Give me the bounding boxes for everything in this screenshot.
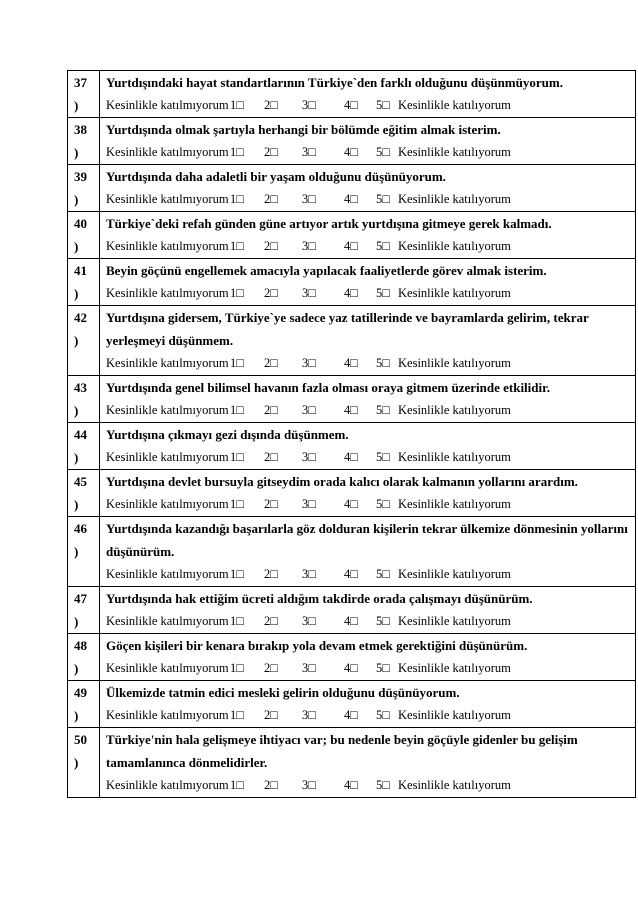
question-number-cell [68,728,100,798]
scale-right-label: Kesinlikle katılıyorum [398,450,511,464]
option-2-checkbox[interactable]: 2□ [264,567,278,581]
question-number-paren: ) [74,755,79,770]
question-number: 45 [74,474,87,489]
option-2-checkbox[interactable]: 2□ [264,286,278,300]
question-statement: yerleşmeyi düşünmem. [106,333,234,348]
scale-right-label: Kesinlikle katılıyorum [398,192,511,206]
option-2-checkbox[interactable]: 2□ [264,192,278,206]
scale-right-label: Kesinlikle katılıyorum [398,567,511,581]
option-3-checkbox[interactable]: 3□ [302,661,316,675]
scale-left-label: Kesinlikle katılmıyorum [106,145,229,159]
scale-left-label: Kesinlikle katılmıyorum [106,778,229,792]
option-3-checkbox[interactable]: 3□ [302,567,316,581]
question-number: 40 [74,216,87,231]
likert-scale [106,188,635,211]
option-3-checkbox[interactable]: 3□ [302,450,316,464]
scale-right-label: Kesinlikle katılıyorum [398,286,511,300]
option-3-checkbox[interactable]: 3□ [302,239,316,253]
question-row [68,376,636,423]
question-number-cell [68,212,100,259]
scale-right-label: Kesinlikle katılıyorum [398,356,511,370]
scale-left-label: Kesinlikle katılmıyorum [106,192,229,206]
option-1-checkbox[interactable]: 1□ [230,778,244,792]
question-body-cell [100,165,636,212]
scale-left-label: Kesinlikle katılmıyorum [106,661,229,675]
option-5-checkbox[interactable]: 5□ [376,614,390,628]
question-row [68,71,636,118]
question-row [68,306,636,376]
scale-left-label: Kesinlikle katılmıyorum [106,497,229,511]
option-1-checkbox[interactable]: 1□ [230,403,244,417]
question-body-cell [100,118,636,165]
question-row [68,470,636,517]
option-1-checkbox[interactable]: 1□ [230,98,244,112]
scale-left-label: Kesinlikle katılmıyorum [106,403,229,417]
question-number-cell [68,259,100,306]
option-2-checkbox[interactable]: 2□ [264,98,278,112]
option-5-checkbox[interactable]: 5□ [376,192,390,206]
questionnaire-body [68,71,636,798]
question-number: 42 [74,310,87,325]
scale-left-label: Kesinlikle katılmıyorum [106,239,229,253]
option-4-checkbox[interactable]: 4□ [344,778,358,792]
question-number: 48 [74,638,87,653]
question-number: 50 [74,732,87,747]
option-1-checkbox[interactable]: 1□ [230,192,244,206]
scale-left-label: Kesinlikle katılmıyorum [106,286,229,300]
question-number-cell [68,470,100,517]
question-statement: Yurtdışında olmak şartıyla herhangi bir bölümde eğitim almak isterim. [106,122,501,137]
question-number-paren: ) [74,145,79,160]
option-4-checkbox[interactable]: 4□ [344,661,358,675]
question-body-cell [100,376,636,423]
question-number-cell [68,681,100,728]
scale-right-label: Kesinlikle katılıyorum [398,778,511,792]
question-number-paren: ) [74,403,79,418]
option-5-checkbox[interactable]: 5□ [376,98,390,112]
question-number-cell [68,118,100,165]
scale-right-label: Kesinlikle katılıyorum [398,497,511,511]
option-4-checkbox[interactable]: 4□ [344,286,358,300]
question-row [68,118,636,165]
scale-right-label: Kesinlikle katılıyorum [398,614,511,628]
likert-scale [106,704,635,727]
question-row [68,681,636,728]
question-number-cell [68,517,100,587]
option-1-checkbox[interactable]: 1□ [230,239,244,253]
question-number-cell [68,423,100,470]
question-statement: Yurtdışında daha adaletli bir yaşam olduğunu düşünüyorum. [106,169,446,184]
question-body-cell [100,212,636,259]
option-2-checkbox[interactable]: 2□ [264,145,278,159]
option-4-checkbox[interactable]: 4□ [344,403,358,417]
scale-right-label: Kesinlikle katılıyorum [398,239,511,253]
option-5-checkbox[interactable]: 5□ [376,497,390,511]
question-row [68,517,636,587]
scale-right-label: Kesinlikle katılıyorum [398,661,511,675]
question-number: 41 [74,263,87,278]
likert-scale [106,610,635,633]
question-statement: tamamlanınca dönmelidirler. [106,755,268,770]
question-statement: Yurtdışında hak ettiğim ücreti aldığım takdirde orada çalışmayı düşünürüm. [106,591,533,606]
question-statement: Göçen kişileri bir kenara bırakıp yola devam etmek gerektiğini düşünürüm. [106,638,528,653]
option-3-checkbox[interactable]: 3□ [302,98,316,112]
option-4-checkbox[interactable]: 4□ [344,239,358,253]
option-2-checkbox[interactable]: 2□ [264,778,278,792]
question-number-paren: ) [74,192,79,207]
option-5-checkbox[interactable]: 5□ [376,356,390,370]
question-number-cell [68,587,100,634]
likert-scale [106,141,635,164]
option-1-checkbox[interactable]: 1□ [230,356,244,370]
option-1-checkbox[interactable]: 1□ [230,661,244,675]
question-body-cell [100,517,636,587]
option-5-checkbox[interactable]: 5□ [376,567,390,581]
scale-left-label: Kesinlikle katılmıyorum [106,567,229,581]
option-4-checkbox[interactable]: 4□ [344,98,358,112]
question-number: 47 [74,591,87,606]
option-3-checkbox[interactable]: 3□ [302,145,316,159]
question-number-paren: ) [74,544,79,559]
option-1-checkbox[interactable]: 1□ [230,286,244,300]
question-body-cell [100,423,636,470]
option-3-checkbox[interactable]: 3□ [302,192,316,206]
option-5-checkbox[interactable]: 5□ [376,708,390,722]
option-2-checkbox[interactable]: 2□ [264,239,278,253]
option-5-checkbox[interactable]: 5□ [376,778,390,792]
question-body-cell [100,681,636,728]
question-body-cell [100,259,636,306]
question-statement: Beyin göçünü engellemek amacıyla yapılacak faaliyetlerde görev almak isterim. [106,263,547,278]
option-3-checkbox[interactable]: 3□ [302,614,316,628]
option-3-checkbox[interactable]: 3□ [302,497,316,511]
question-number-paren: ) [74,450,79,465]
question-row [68,587,636,634]
likert-scale [106,774,635,797]
option-2-checkbox[interactable]: 2□ [264,661,278,675]
scale-right-label: Kesinlikle katılıyorum [398,145,511,159]
question-number-paren: ) [74,239,79,254]
question-statement: Ülkemizde tatmin edici mesleki gelirin olduğunu düşünüyorum. [106,685,460,700]
likert-scale [106,235,635,258]
scale-left-label: Kesinlikle katılmıyorum [106,98,229,112]
question-statement: düşünürüm. [106,544,175,559]
option-1-checkbox[interactable]: 1□ [230,450,244,464]
question-statement: Yurtdışındaki hayat standartlarının Türkiye`den farklı olduğunu düşünmüyorum. [106,75,563,90]
option-1-checkbox[interactable]: 1□ [230,708,244,722]
question-number-paren: ) [74,333,79,348]
scale-right-label: Kesinlikle katılıyorum [398,403,511,417]
question-body-cell [100,634,636,681]
option-2-checkbox[interactable]: 2□ [264,450,278,464]
option-1-checkbox[interactable]: 1□ [230,497,244,511]
option-5-checkbox[interactable]: 5□ [376,661,390,675]
option-4-checkbox[interactable]: 4□ [344,450,358,464]
question-body-cell [100,587,636,634]
question-body-cell [100,728,636,798]
option-2-checkbox[interactable]: 2□ [264,614,278,628]
question-body-cell [100,306,636,376]
question-number: 49 [74,685,87,700]
option-2-checkbox[interactable]: 2□ [264,356,278,370]
option-5-checkbox[interactable]: 5□ [376,286,390,300]
scale-right-label: Kesinlikle katılıyorum [398,708,511,722]
questionnaire-table [67,70,636,798]
option-2-checkbox[interactable]: 2□ [264,708,278,722]
question-number-paren: ) [74,708,79,723]
question-statement: Yurtdışına devlet bursuyla gitseydim orada kalıcı olarak kalmanın yollarını arardım. [106,474,578,489]
question-number: 39 [74,169,87,184]
option-3-checkbox[interactable]: 3□ [302,403,316,417]
likert-scale [106,94,635,117]
scale-left-label: Kesinlikle katılmıyorum [106,708,229,722]
option-3-checkbox[interactable]: 3□ [302,356,316,370]
question-statement: Yurtdışında genel bilimsel havanın fazla olması oraya gitmem üzerinde etkilidir. [106,380,550,395]
option-5-checkbox[interactable]: 5□ [376,403,390,417]
question-number-paren: ) [74,661,79,676]
scale-left-label: Kesinlikle katılmıyorum [106,356,229,370]
question-statement: Yurtdışına gidersem, Türkiye`ye sadece yaz tatillerinde ve bayramlarda gelirim, tekrar [106,310,589,325]
likert-scale [106,282,635,305]
question-statement: Türkiye'nin hala gelişmeye ihtiyacı var; bu nedenle beyin göçüyle gidenler bu gelişim [106,732,578,747]
option-4-checkbox[interactable]: 4□ [344,356,358,370]
question-statement: Yurtdışına çıkmayı gezi dışında düşünmem. [106,427,349,442]
question-number-cell [68,376,100,423]
question-row [68,423,636,470]
question-number-paren: ) [74,614,79,629]
question-number: 38 [74,122,87,137]
option-3-checkbox[interactable]: 3□ [302,708,316,722]
question-row [68,634,636,681]
question-number-paren: ) [74,497,79,512]
question-number: 44 [74,427,87,442]
option-2-checkbox[interactable]: 2□ [264,403,278,417]
question-number: 43 [74,380,87,395]
option-4-checkbox[interactable]: 4□ [344,497,358,511]
question-number: 37 [74,75,87,90]
likert-scale [106,352,635,375]
option-4-checkbox[interactable]: 4□ [344,614,358,628]
scale-right-label: Kesinlikle katılıyorum [398,98,511,112]
option-4-checkbox[interactable]: 4□ [344,567,358,581]
question-body-cell [100,71,636,118]
option-1-checkbox[interactable]: 1□ [230,145,244,159]
question-row [68,165,636,212]
question-body-cell [100,470,636,517]
question-number-cell [68,71,100,118]
question-row [68,212,636,259]
option-5-checkbox[interactable]: 5□ [376,450,390,464]
likert-scale [106,399,635,422]
likert-scale [106,657,635,680]
question-row [68,259,636,306]
question-number-cell [68,306,100,376]
option-4-checkbox[interactable]: 4□ [344,145,358,159]
option-1-checkbox[interactable]: 1□ [230,567,244,581]
question-statement: Yurtdışında kazandığı başarılarla göz dolduran kişilerin tekrar ülkemize dönmesinin yollarını [106,521,628,536]
scale-left-label: Kesinlikle katılmıyorum [106,450,229,464]
likert-scale [106,493,635,516]
question-number-paren: ) [74,286,79,301]
question-statement: Türkiye`deki refah günden güne artıyor artık yurtdışına gitmeye gerek kalmadı. [106,216,552,231]
option-4-checkbox[interactable]: 4□ [344,708,358,722]
option-5-checkbox[interactable]: 5□ [376,239,390,253]
likert-scale [106,446,635,469]
option-3-checkbox[interactable]: 3□ [302,286,316,300]
question-number-paren: ) [74,98,79,113]
question-number-cell [68,165,100,212]
option-2-checkbox[interactable]: 2□ [264,497,278,511]
option-1-checkbox[interactable]: 1□ [230,614,244,628]
question-number-cell [68,634,100,681]
question-number: 46 [74,521,87,536]
likert-scale [106,563,635,586]
option-5-checkbox[interactable]: 5□ [376,145,390,159]
question-row [68,728,636,798]
option-3-checkbox[interactable]: 3□ [302,778,316,792]
scale-left-label: Kesinlikle katılmıyorum [106,614,229,628]
option-4-checkbox[interactable]: 4□ [344,192,358,206]
